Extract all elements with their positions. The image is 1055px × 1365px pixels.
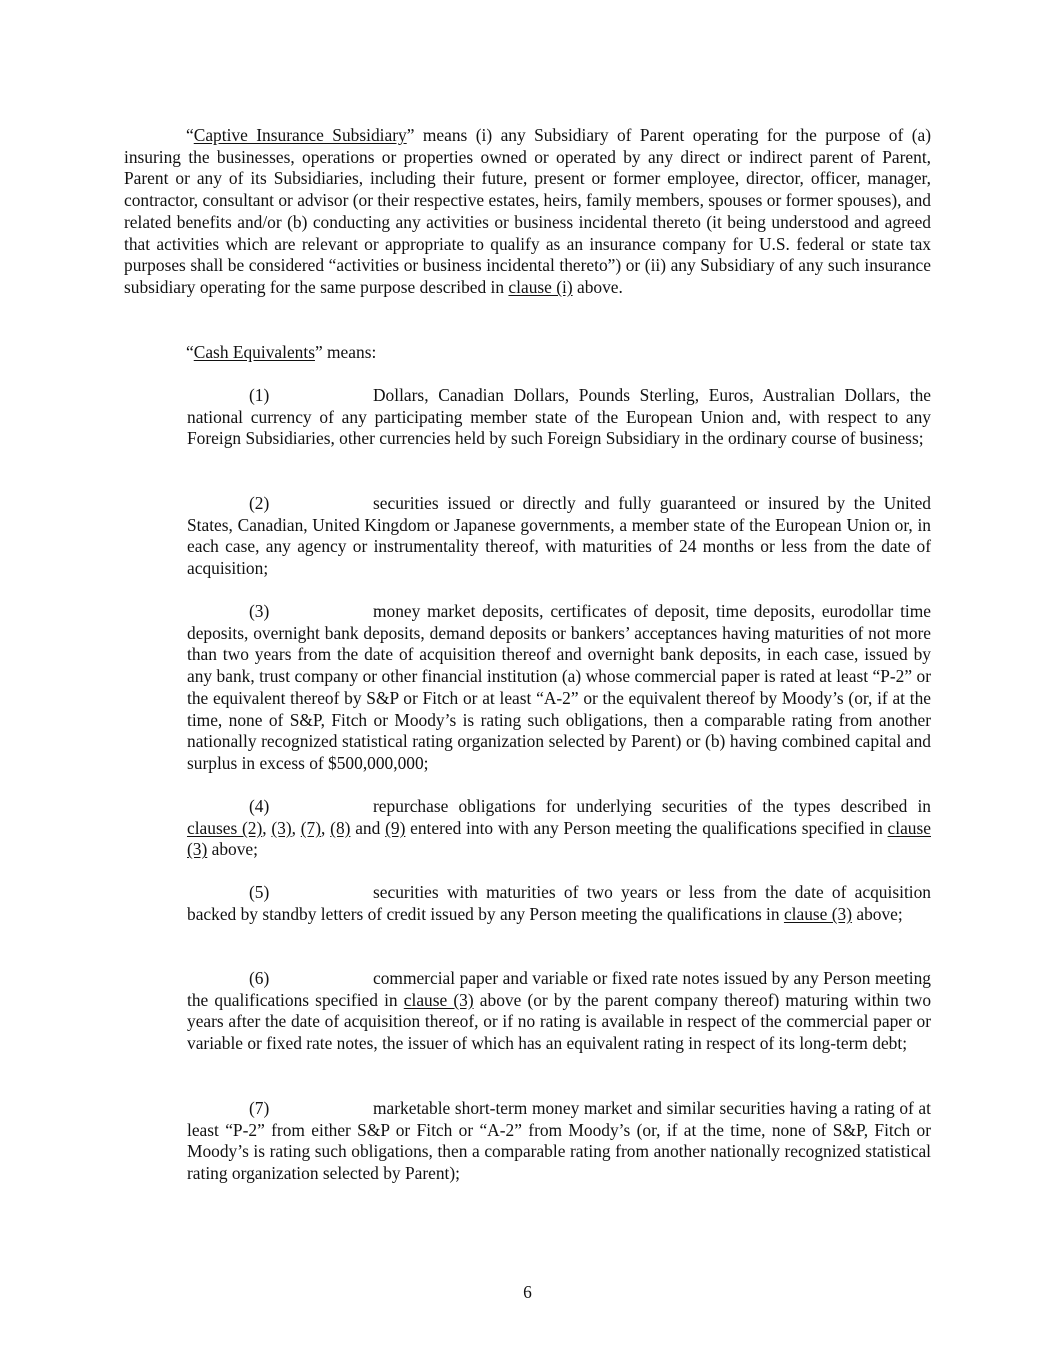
definition-captive-insurance-subsidiary: “Captive Insurance Subsidiary” means (i) any Subsidiary of Parent operating for the purpose of (a) insuring the businesses, operations or properties owned or operated by any direct or indirect parent of Parent, Parent or any of its Subsidiaries, including their future, present or former employee, director, officer, manager, contractor, consultant or advisor (or their respective estates, heirs, family members, spouses or former spouses), and related benefits and/or (b) conducting any activities or business incidental thereto (it being understood and agreed that activities which are relevant or appropriate to qualify as an insurance company for U.S. federal or state tax purposes shall be considered “activities or business incidental thereto”) or (ii) any Subsidiary of any such insurance subsidiary operating for the same purpose described in clause (i) above. <box>124 125 931 297</box>
clause-number: (5) <box>249 882 270 902</box>
clause-6: (6) commercial paper and variable or fixed rate notes issued by any Person meeting the qualifications specified in clause (3) above (or by the parent company thereof) maturing within two years after the date of acquisition thereof, or if no rating is available in respect of the commercial paper or variable or fixed rate notes, the issuer of which has an equivalent rating in respect of its long-term debt; <box>187 968 932 1054</box>
clause-text: repurchase obligations for underlying securities of the types described in <box>373 796 931 816</box>
clause-number: (2) <box>249 493 270 513</box>
clause-3 <box>187 601 931 775</box>
definition-cash-equivalents <box>124 342 931 364</box>
definition-text: ” means: <box>314 342 377 362</box>
clause-reference: (7) <box>300 817 322 838</box>
clause-reference: clause (3) <box>187 817 931 860</box>
clause-text: securities with maturities of two years or less from the date of acquisition backed by standby letters of credit issued by any Person meeting the qualifications in <box>187 882 931 924</box>
open-quote: “ <box>186 342 194 362</box>
clause-5: (5) securities with maturities of two years or less from the date of acquisition backed by standby letters of credit issued by any Person meeting the qualifications in clause (3) above; <box>187 882 931 924</box>
clause-number: (7) <box>249 1098 270 1118</box>
clause-7 <box>187 1098 931 1185</box>
clause-reference: clause (3) <box>783 903 853 924</box>
clause-reference: clause (i) <box>508 276 573 297</box>
clause-2 <box>187 493 931 580</box>
clause-text: commercial paper and variable or fixed rate notes issued by any Person meeting the qualifications specified in <box>187 968 931 1010</box>
clause-text: marketable short-term money market and similar securities having a rating of at least “P-2” from either S&P or Fitch or “A-2” from Moody’s (or, if at the time, none of S&P, Fitch or Moody’s is rating such obligations, then a comparable rating from another nationally recognized statistical rating organization selected by Parent); <box>187 1098 931 1184</box>
clause-number: (3) <box>249 601 270 621</box>
clause-reference: (9) <box>385 817 406 838</box>
clause-text: money market deposits, certificates of deposit, time deposits, eurodollar time deposits, overnight bank deposits, demand deposits or bankers’ acceptances having maturities of not more than two years from the date of acquisition thereof and overnight bank deposits, in each case, issued by any bank, trust company or other financial institution (a) whose commercial paper is rated at least “P-2” or the equivalent thereof by S&P or Fitch or at least “A-2” or the equivalent thereof by Moody’s (or, if at the time, none of S&P, Fitch or Moody’s is rating such obligations, then a comparable rating from another nationally recognized statistical rating organization selected by Parent) or (b) having combined capital and surplus in excess of $500,000,000; <box>187 601 931 773</box>
clause-number: (1) <box>249 385 270 405</box>
clause-reference: (3) <box>271 817 292 838</box>
clause-text: securities issued or directly and fully guaranteed or insured by the United States, Canadian, United Kingdom or Japanese governments, a member state of the European Union or, in each case, any agency or instrumentality thereof, with maturities of 24 months or less from the date of acquisition; <box>187 493 931 579</box>
clause-number: (4) <box>249 796 270 816</box>
clause-4: (4) repurchase obligations for underlying securities of the types described in clauses (2), (3), (7), (8) and (9) entered into with any Person meeting the qualifications specified in clause (3) above; <box>187 796 931 860</box>
clause-number: (6) <box>249 968 270 988</box>
defined-term-cash-equivalents: Cash Equivalents <box>193 342 315 362</box>
defined-term-captive-insurance-subsidiary: Captive Insurance Subsidiary <box>193 125 407 145</box>
page-number: 6 <box>523 1282 532 1302</box>
clause-reference: clause (3) <box>403 989 474 1010</box>
definition-text: ” means (i) any Subsidiary of Parent operating for the purpose of (a) insuring the businesses, operations or properties owned or operated by any direct or indirect parent of Parent, Parent or any of its Subsidiaries, including their future, present or former employee, director, officer, manager, contractor, consultant or advisor (or their respective estates, heirs, family members, spouses or former spouses), and related benefits and/or (b) conducting any activities or business incidental thereto (it being understood and agreed that activities which are relevant or appropriate to qualify as an insurance company for U.S. federal or state tax purposes shall be considered “activities or business incidental thereto”) or (ii) any Subsidiary of any such insurance subsidiary operating for the same purpose described in <box>124 125 931 297</box>
clause-1 <box>187 385 931 450</box>
open-quote: “ <box>186 125 194 145</box>
clause-text: Dollars, Canadian Dollars, Pounds Sterling, Euros, Australian Dollars, the national currency of any participating member state of the European Union and, with respect to any Foreign Subsidiaries, other currencies held by such Foreign Subsidiary in the ordinary course of business; <box>187 385 931 449</box>
clause-reference: clauses (2) <box>187 817 263 838</box>
clause-reference: (8) <box>330 817 351 838</box>
